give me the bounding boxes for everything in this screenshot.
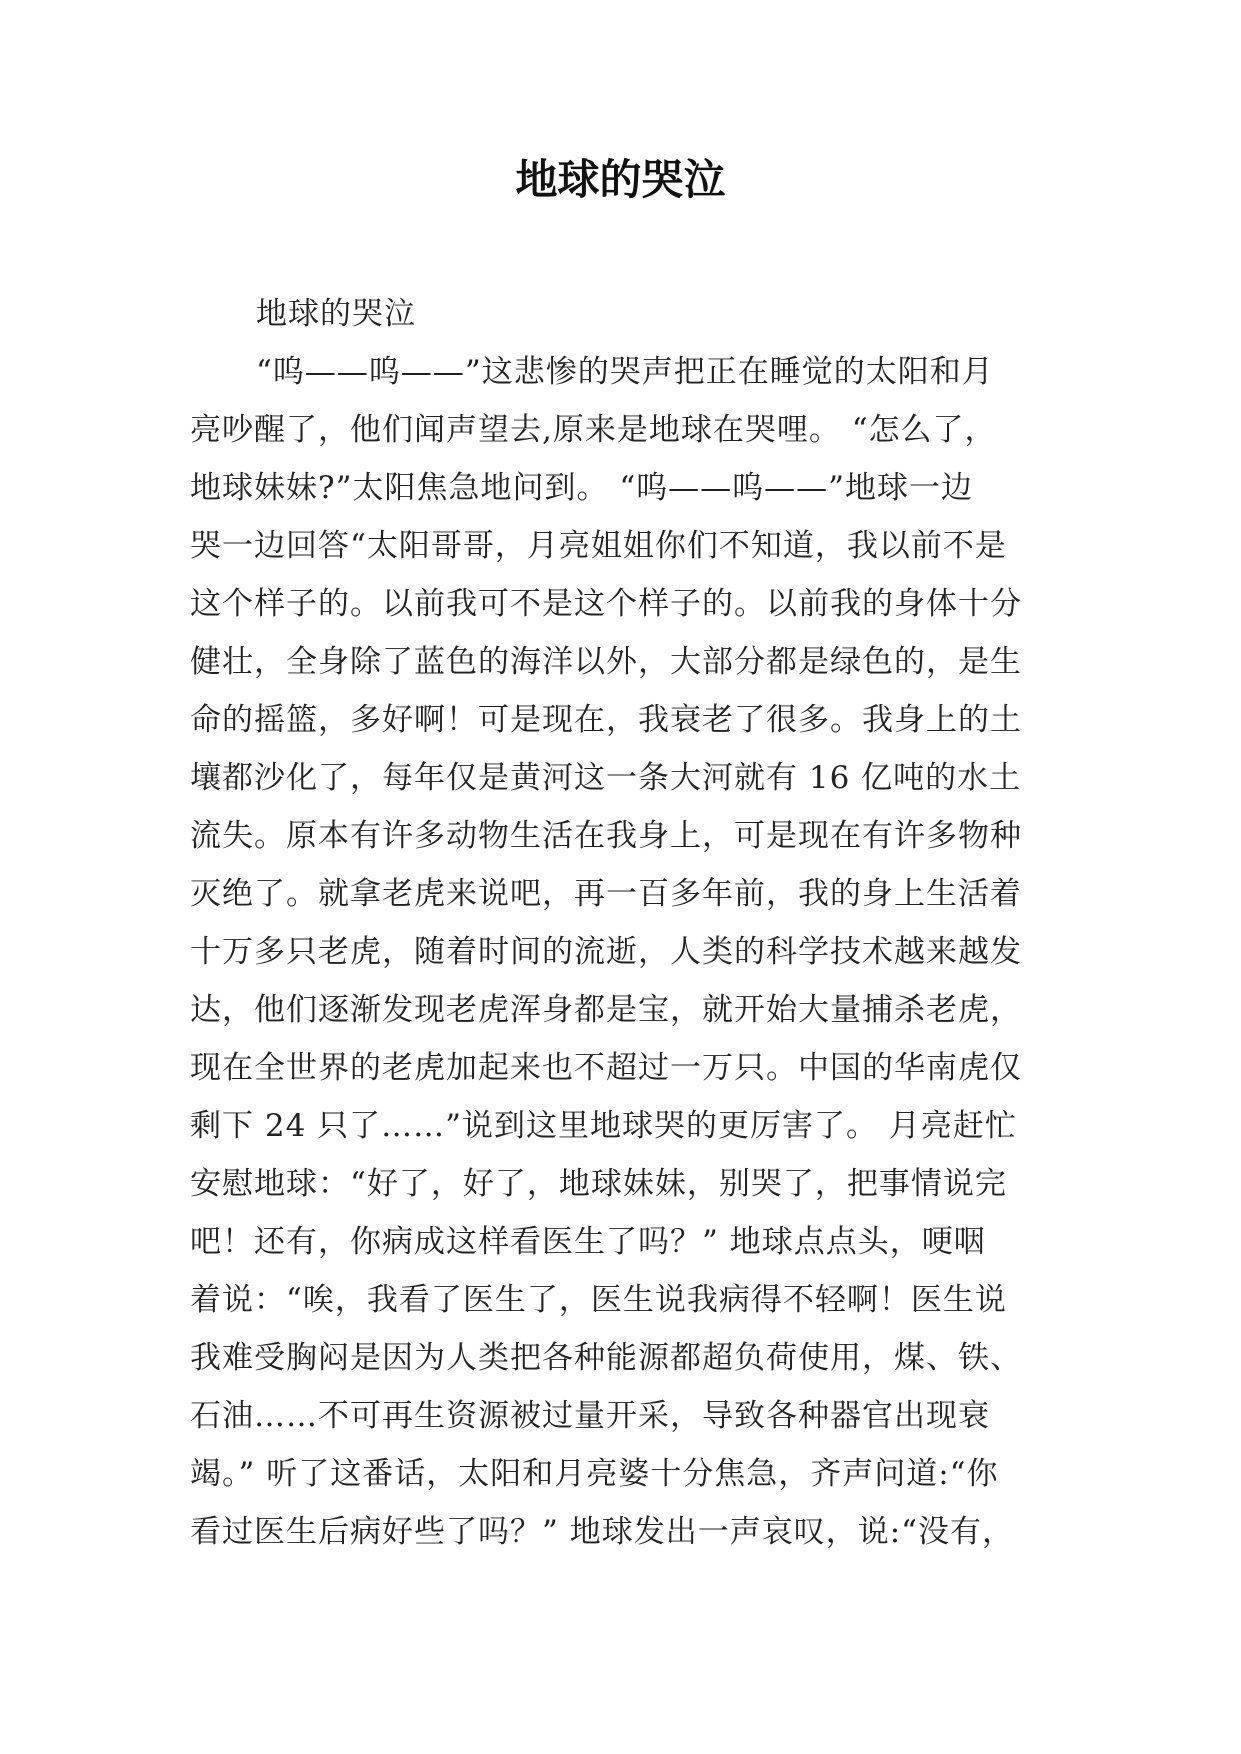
body-line-12: 达，他们逐渐发现老虎浑身都是宝，就开始大量捕杀老虎， bbox=[190, 992, 1022, 1028]
body-line-18: 我难受胸闷是因为人类把各种能源都超负荷使用，煤、铁、 bbox=[190, 1340, 1022, 1376]
body-line-19: 石油……不可再生资源被过量开采，导致各种器官出现衰 bbox=[190, 1398, 990, 1434]
body-line-11: 十万多只老虎，随着时间的流逝，人类的科学技术越来越发 bbox=[190, 934, 1022, 970]
paragraph-heading: 地球的哭泣 bbox=[256, 296, 416, 332]
body-line-15: 安慰地球：“好了，好了，地球妹妹，别哭了，把事情说完 bbox=[190, 1166, 1007, 1202]
body-line-2: 亮吵醒了，他们闻声望去,原来是地球在哭哩。 “怎么了， bbox=[190, 412, 997, 448]
body-line-17: 着说：“唉，我看了医生了，医生说我病得不轻啊！医生说 bbox=[190, 1282, 1007, 1318]
body-line-4: 哭一边回答“太阳哥哥，月亮姐姐你们不知道，我以前不是 bbox=[190, 528, 1007, 564]
body-line-1: “呜——呜——”这悲惨的哭声把正在睡觉的太阳和月 bbox=[256, 354, 994, 390]
body-line-21: 看过医生后病好些了吗？” 地球发出一声哀叹，说:“没有， bbox=[190, 1514, 1014, 1550]
body-line-20: 竭。” 听了这番话，太阳和月亮婆十分焦急，齐声问道:“你 bbox=[190, 1456, 999, 1492]
body-line-16: 吧！还有，你病成这样看医生了吗？” 地球点点头，哽咽 bbox=[190, 1224, 986, 1260]
body-line-9: 流失。原本有许多动物生活在我身上，可是现在有许多物种 bbox=[190, 818, 1022, 854]
body-line-8: 壤都沙化了，每年仅是黄河这一条大河就有 16 亿吨的水土 bbox=[190, 760, 1022, 796]
body-line-7: 命的摇篮，多好啊！可是现在，我衰老了很多。我身上的土 bbox=[190, 702, 1022, 738]
body-line-6: 健壮，全身除了蓝色的海洋以外，大部分都是绿色的，是生 bbox=[190, 644, 1022, 680]
body-line-10: 灭绝了。就拿老虎来说吧，再一百多年前，我的身上生活着 bbox=[190, 876, 1022, 912]
body-line-14: 剩下 24 只了……”说到这里地球哭的更厉害了。 月亮赶忙 bbox=[190, 1108, 1017, 1144]
body-line-3: 地球妹妹?”太阳焦急地问到。 “呜——呜——”地球一边 bbox=[190, 470, 974, 506]
body-line-13: 现在全世界的老虎加起来也不超过一万只。中国的华南虎仅 bbox=[190, 1050, 1022, 1086]
body-line-5: 这个样子的。以前我可不是这个样子的。以前我的身体十分 bbox=[190, 586, 1022, 622]
document-title: 地球的哭泣 bbox=[515, 155, 726, 204]
document-body bbox=[190, 285, 1060, 1561]
